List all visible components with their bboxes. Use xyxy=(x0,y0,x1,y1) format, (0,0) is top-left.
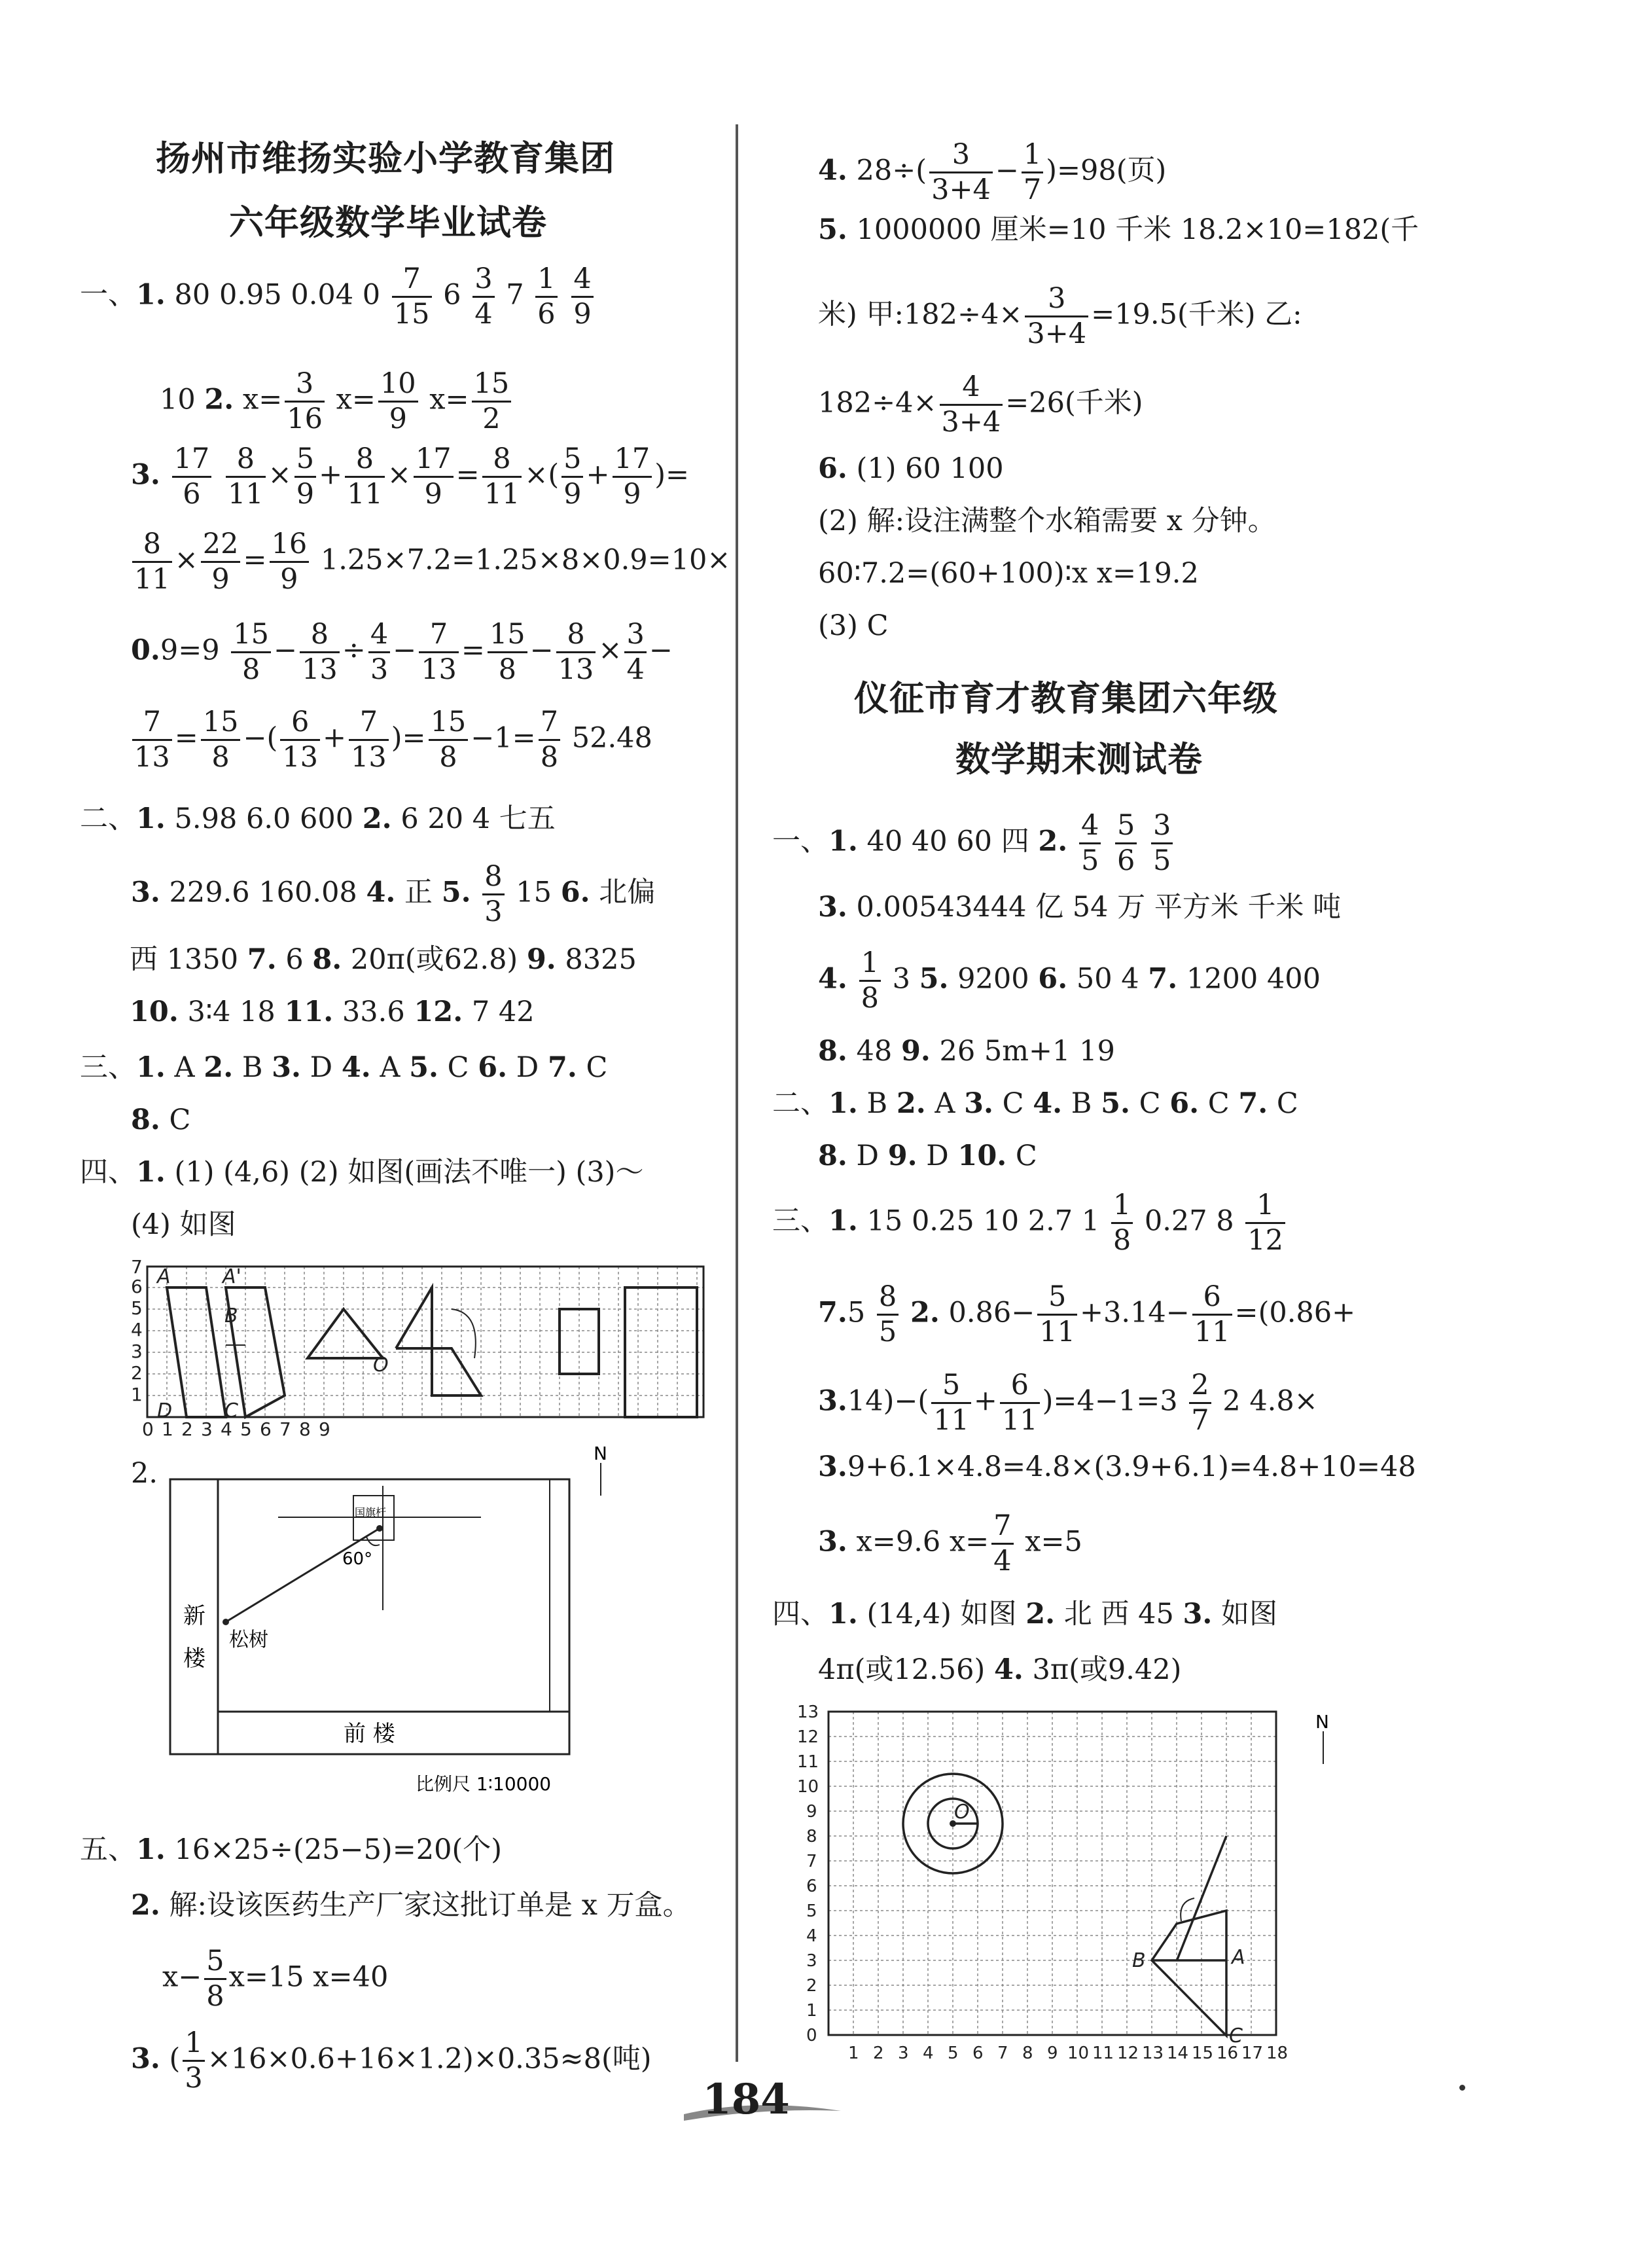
answer-line: 3. 0.00543444 亿 54 万 平方米 千米 吨 xyxy=(818,891,1342,924)
answer-line: 10. 3∶4 18 11. 33.6 12. 7 42 xyxy=(130,996,535,1028)
answer-line: 3. 229.6 160.08 4. 正 5. $\frac{8}{3}$ 15 6. 北偏 xyxy=(131,860,656,928)
x-tick: 2 xyxy=(181,1418,193,1437)
answer-line: 二、1. 5.98 6.0 600 2. 6 20 4 七五 xyxy=(80,802,556,835)
x-tick: 15 xyxy=(1192,2043,1214,2063)
answer-line: 四、1. (14,4) 如图 2. 北 西 45 3. 如图 xyxy=(772,1598,1278,1630)
y-tick: 11 xyxy=(797,1752,819,1772)
answer-line: 2. 解:设该医药生产厂家这批订单是 x 万盒。 xyxy=(131,1889,691,1922)
answer-line: 60∶7.2=(60+100)∶x x=19.2 xyxy=(818,557,1199,590)
answer-line: 7.5 $\frac{8}{5}$ 2. 0.86− $\frac{5}{11}$ +3.14− $\frac{6}{11}$ =(0.86+ xyxy=(818,1280,1356,1348)
x-tick: 8 xyxy=(299,1418,311,1437)
x-tick: 0 xyxy=(142,1418,154,1437)
x-tick: 2 xyxy=(873,2043,884,2063)
grid-label: A' xyxy=(223,1265,241,1288)
x-tick: 3 xyxy=(201,1418,213,1437)
y-tick: 7 xyxy=(806,1852,817,1871)
answer-line: 6. (1) 60 100 xyxy=(818,452,1004,485)
y-tick: 10 xyxy=(797,1777,819,1797)
answer-line: 一、1. 80 0.95 0.04 0 $\frac{7}{15}$ 6 $\frac{3}{4}$ 7 $\frac{1}{6}$ $\frac{4}{9}$ xyxy=(80,265,596,329)
y-tick: 13 xyxy=(797,1702,819,1722)
column-divider xyxy=(736,124,738,2062)
answer-line: x− $\frac{5}{8}$ x=15 x=40 xyxy=(162,1945,389,2013)
grid-label: O xyxy=(373,1354,389,1377)
x-tick: 1 xyxy=(848,2043,859,2063)
grid-label: A xyxy=(1232,1946,1245,1969)
answer-line: 3. $\frac{17}{6}$ $\frac{8}{11}$ × $\frac{5}{9}$ + $\frac{8}{11}$ × $\frac{17}{9}$ = $\frac{8}{11}$ ×( $\frac{5}{9}$ + $\frac{17}{9}$ )= xyxy=(131,442,690,511)
y-tick: 7 xyxy=(131,1260,143,1278)
answer-line: 西 1350 7. 6 8. 20π(或62.8) 9. 8325 xyxy=(130,943,637,976)
x-tick: 7 xyxy=(279,1418,291,1437)
x-tick: 16 xyxy=(1217,2043,1239,2063)
x-tick: 12 xyxy=(1117,2043,1139,2063)
answer-line: 0.9=9 $\frac{15}{8}$ − $\frac{8}{13}$ ÷ $\frac{4}{3}$ − $\frac{7}{13}$ = $\frac{15}{8}$ − $\frac{8}{13}$ × $\frac{3}{4}$ − xyxy=(131,618,673,686)
answer-line: (3) C xyxy=(818,609,889,642)
left-title-line2: 六年级数学毕业试卷 xyxy=(229,203,547,243)
x-tick: 4 xyxy=(923,2043,934,2063)
scale-label: 比例尺 1∶10000 xyxy=(416,1773,552,1795)
answer-line: 三、1. 15 0.25 10 2.7 1 $\frac{1}{8}$ 0.27 8 $\frac{1}{12}$ xyxy=(772,1191,1288,1255)
y-tick: 8 xyxy=(806,1827,817,1846)
angle-label: 60° xyxy=(342,1549,373,1569)
answer-line: 4. 28÷( $\frac{3}{3+4}$ − $\frac{1}{7}$ )=98(页) xyxy=(818,138,1167,206)
x-tick: 8 xyxy=(1022,2043,1033,2063)
answer-line: 10 2. x= $\frac{3}{16}$ x= $\frac{10}{9}$ x= $\frac{15}{2}$ xyxy=(160,370,514,433)
y-tick: 6 xyxy=(131,1276,143,1297)
x-tick: 13 xyxy=(1142,2043,1164,2063)
grid-label: C xyxy=(224,1399,238,1422)
grid-label: A xyxy=(157,1265,171,1288)
left-grid-figure xyxy=(128,1260,717,1437)
answer-line: 2. xyxy=(131,1457,158,1490)
pine-label: 松树 xyxy=(229,1629,268,1651)
answer-line: 4. $\frac{1}{8}$ 3 5. 9200 6. 50 4 7. 1200 400 xyxy=(818,946,1321,1015)
x-tick: 9 xyxy=(319,1418,330,1437)
north-label: N xyxy=(1315,1711,1329,1733)
map-figure xyxy=(167,1447,651,1800)
x-tick: 9 xyxy=(1047,2043,1058,2063)
answer-line: 二、1. B 2. A 3. C 4. B 5. C 6. C 7. C xyxy=(772,1087,1298,1120)
flagpole-label: 国旗杆 xyxy=(355,1506,387,1519)
y-tick: 5 xyxy=(806,1901,817,1921)
answer-line: 5. 1000000 厘米=10 千米 18.2×10=182(千 xyxy=(818,213,1419,246)
front-building-label: 前 楼 xyxy=(344,1721,395,1747)
grid-label: B xyxy=(224,1305,238,1327)
answer-line: 五、1. 16×25÷(25−5)=20(个) xyxy=(80,1833,503,1866)
y-tick: 2 xyxy=(131,1362,143,1384)
answer-line: $\frac{7}{13}$ = $\frac{15}{8}$ −( $\frac{6}{13}$ + $\frac{7}{13}$ )= $\frac{15}{8}$ −1= $\frac{7}{8}$ 52.48 xyxy=(130,708,652,772)
grid-label: C xyxy=(1229,2025,1243,2047)
grid-label: O xyxy=(954,1801,970,1824)
y-tick: 5 xyxy=(131,1297,143,1319)
answer-line: 8. D 9. D 10. C xyxy=(818,1140,1037,1172)
right-title-line1: 仪征市育才教育集团六年级 xyxy=(854,679,1278,719)
x-tick: 7 xyxy=(997,2043,1008,2063)
y-tick: 2 xyxy=(806,1976,817,1996)
x-tick: 3 xyxy=(898,2043,909,2063)
x-tick: 5 xyxy=(240,1418,252,1437)
new-building-label: 新 xyxy=(183,1603,205,1629)
x-tick: 6 xyxy=(260,1418,272,1437)
answer-line: (4) 如图 xyxy=(131,1208,236,1241)
answer-line: 8. 48 9. 26 5m+1 19 xyxy=(818,1035,1115,1068)
answer-line: 182÷4× $\frac{4}{3+4}$ =26(千米) xyxy=(818,370,1143,439)
x-tick: 4 xyxy=(221,1418,232,1437)
new-building-label: 楼 xyxy=(183,1646,205,1672)
x-tick: 5 xyxy=(948,2043,959,2063)
x-tick: 11 xyxy=(1092,2043,1114,2063)
x-tick: 17 xyxy=(1241,2043,1264,2063)
x-tick: 18 xyxy=(1266,2043,1289,2063)
y-tick: 3 xyxy=(806,1951,817,1971)
answer-line: 4π(或12.56) 4. 3π(或9.42) xyxy=(818,1653,1182,1686)
grid-label: D xyxy=(157,1399,173,1422)
answer-line: (2) 解:设注满整个水箱需要 x 分钟。 xyxy=(818,505,1276,537)
x-tick: 14 xyxy=(1167,2043,1189,2063)
answer-line: 米) 甲:182÷4× $\frac{3}{3+4}$ =19.5(千米) 乙: xyxy=(818,282,1302,350)
y-tick: 6 xyxy=(806,1877,817,1896)
right-grid-figure xyxy=(785,1702,1440,2068)
north-label: N xyxy=(594,1447,607,1464)
y-tick: 1 xyxy=(131,1384,143,1405)
answer-line: 3. x=9.6 x= $\frac{7}{4}$ x=5 xyxy=(818,1509,1082,1577)
y-tick: 1 xyxy=(806,2001,817,2021)
y-tick: 3 xyxy=(131,1341,143,1362)
page-number: 184 xyxy=(702,2075,790,2124)
x-tick: 1 xyxy=(162,1418,173,1437)
right-title-line2: 数学期末测试卷 xyxy=(955,740,1203,780)
answer-line: $\frac{8}{11}$ × $\frac{22}{9}$ = $\frac{16}{9}$ 1.25×7.2=1.25×8×0.9=10× xyxy=(130,530,730,594)
answer-line: 3.14)−( $\frac{5}{11}$ + $\frac{6}{11}$ )=4−1=3 $\frac{2}{7}$ 2 4.8× xyxy=(818,1369,1318,1437)
grid-label: B xyxy=(1132,1949,1146,1972)
answer-line: 8. C xyxy=(131,1104,191,1136)
left-title-line1: 扬州市维扬实验小学教育集团 xyxy=(156,139,615,179)
answer-line: 三、1. A 2. B 3. D 4. A 5. C 6. D 7. C xyxy=(80,1051,608,1084)
y-tick: 12 xyxy=(797,1727,819,1747)
answer-line: 3.9+6.1×4.8=4.8×(3.9+6.1)=4.8+10=48 xyxy=(818,1450,1416,1483)
y-tick: 4 xyxy=(131,1319,143,1341)
stray-dot xyxy=(1459,2085,1465,2091)
x-tick: 10 xyxy=(1067,2043,1090,2063)
answer-line: 3. ( $\frac{1}{3}$ ×16×0.6+16×1.2)×0.35≈8(吨) xyxy=(131,2026,652,2095)
answer-line: 四、1. (1) (4,6) (2) 如图(画法不唯一) (3)～ xyxy=(80,1156,644,1189)
answer-line: 一、1. 40 40 60 四 2. $\frac{4}{5}$ $\frac{5}{6}$ $\frac{3}{5}$ xyxy=(772,812,1175,875)
y-tick: 0 xyxy=(806,2026,817,2045)
y-tick: 4 xyxy=(806,1926,817,1946)
y-tick: 9 xyxy=(806,1802,817,1822)
x-tick: 6 xyxy=(972,2043,984,2063)
